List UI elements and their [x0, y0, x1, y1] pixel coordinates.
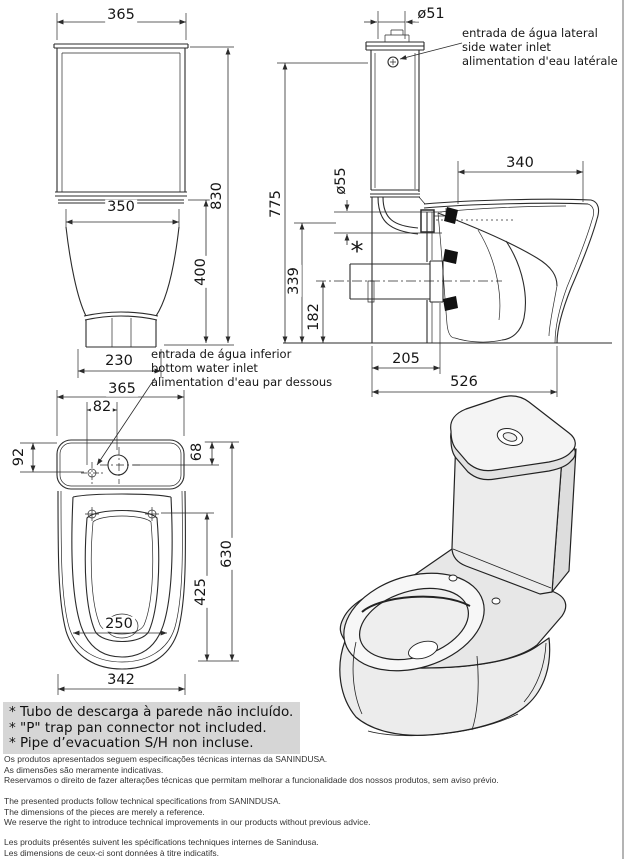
dim-plan-inlet-offset: 82: [92, 398, 112, 415]
dim-side-height-inlet: 775: [267, 190, 284, 218]
bottom-water-inlet-note-fr: alimentation d'eau par dessous: [151, 374, 333, 389]
footer-pt-line: As dimensões são meramente indicativas.: [4, 764, 164, 775]
dim-front-width-top: 365: [107, 6, 135, 23]
footer-portuguese: [4, 754, 499, 786]
side-water-inlet-note-fr: alimentation d'eau latérale: [462, 53, 618, 68]
footer-english: [4, 796, 370, 828]
page-frame-border: [622, 0, 624, 859]
dim-side-outlet-dia: ø55: [332, 167, 349, 195]
three-d-view: [332, 396, 576, 736]
dim-plan-bowl-width: 342: [107, 671, 135, 688]
side-water-inlet-note: [462, 27, 618, 68]
footer-french: [4, 837, 319, 858]
side-water-inlet-note-pt: entrada de água lateral: [462, 26, 598, 40]
dim-front-height-lower: 400: [192, 258, 209, 286]
dim-side-inlet-hole: ø51: [417, 5, 445, 22]
footer-pt-line: Os produtos apresentados seguem especificações técnicas internas da SANINDUSA.: [4, 754, 328, 764]
dim-side-outlet-top: 339: [285, 267, 302, 295]
note-line-pt: * Tubo de descarga à parede não incluído.: [9, 704, 294, 720]
dim-side-top-depth: 340: [506, 154, 534, 171]
footer-fr-line: Les dimensions de ceux-ci sont données à titre indicatifs.: [4, 847, 219, 858]
asterisk-marker: *: [350, 237, 364, 267]
footer-en-line: The dimensions of the pieces are merely a reference.: [4, 806, 205, 817]
dim-front-height-total: 830: [208, 182, 225, 210]
dim-plan-button-setback: 68: [188, 442, 205, 462]
note-line-en: * "P" trap pan connector not included.: [9, 719, 267, 736]
dim-front-width-mid: 350: [107, 198, 135, 215]
exclusions-notes-box: [3, 702, 300, 754]
front-view-linework: [54, 13, 234, 378]
plan-view-linework: [20, 378, 239, 695]
footer-pt-line: Reservamos o direito de fazer alterações técnicas que permitam melhorar a funcionalidade dos nossos produtos, sem aviso prévio.: [4, 775, 499, 785]
side-water-inlet-note-en: side water inlet: [462, 39, 551, 54]
footer-en-line: We reserve the right to introduce technical improvements in our products without previous advice.: [4, 817, 371, 827]
side-view-linework: [277, 11, 612, 397]
footer-en-line: The presented products follow technical specifications from SANINDUSA.: [4, 796, 281, 806]
bottom-water-inlet-note-pt: entrada de água inferior: [151, 347, 292, 361]
dim-front-width-base: 230: [105, 352, 133, 369]
dim-side-outlet-offset: 205: [392, 350, 420, 367]
dim-plan-inlet-setback: 92: [10, 447, 27, 467]
dim-plan-seat-length: 425: [192, 578, 209, 606]
dim-side-total-depth: 526: [450, 373, 478, 390]
dim-side-outlet-axis: 182: [305, 303, 322, 331]
footer-fr-line: Les produits présentés suivent les spécifications techniques internes de Sanindusa.: [4, 837, 319, 847]
note-line-fr: * Pipe d’evacuation S/H non incluse.: [9, 735, 254, 751]
bottom-water-inlet-note: [151, 348, 332, 389]
bottom-water-inlet-note-en: bottom water inlet: [151, 360, 258, 375]
dim-plan-bowl-inner: 250: [105, 615, 133, 632]
dim-plan-total-length: 630: [218, 540, 235, 568]
dim-plan-width: 365: [108, 380, 136, 397]
